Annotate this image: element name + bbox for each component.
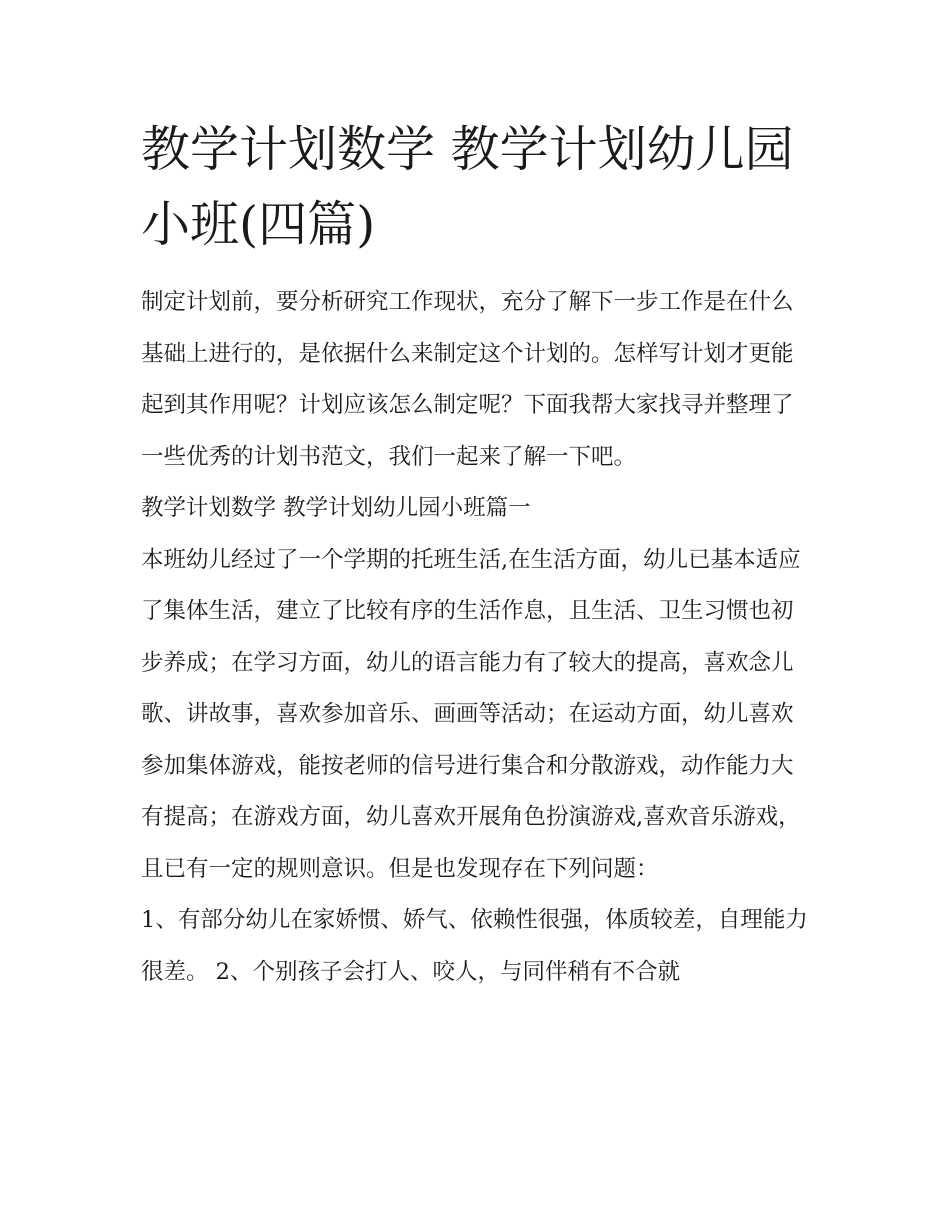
document-page — [141, 112, 813, 998]
problem-list-paragraph: 1、有部分幼儿在家娇惯、娇气、依赖性很强，体质较差，自理能力很差。 2、个别孩子会打人、咬人，与同伴稍有不合就 — [141, 907, 808, 985]
intro-paragraph: 制定计划前，要分析研究工作现状，充分了解下一步工作是在什么基础上进行的，是依据什么来制定这个计划的。怎样写计划才更能起到其作用呢？计划应该怎么制定呢？下面我帮大家找寻并整理了一些优秀的计划书范文，我们一起来了解一下吧。 — [141, 289, 794, 470]
body-paragraph: 本班幼儿经过了一个学期的托班生活,在生活方面，幼儿已基本适应了集体生活，建立了比较有序的生活作息，且生活、卫生习惯也初步养成；在学习方面，幼儿的语言能力有了较大的提高，喜欢念儿歌、讲故事，喜欢参加音乐、画画等活动；在运动方面，幼儿喜欢参加集体游戏，能按老师的信号进行集合和分散游戏，动作能力大有提高；在游戏方面，幼儿喜欢开展角色扮演游戏,喜欢音乐游戏，且已有一定的规则意识。但是也发现存在下列问题： — [141, 546, 801, 882]
document-title: 教学计划数学 教学计划幼儿园小班(四篇) — [141, 121, 794, 253]
section-heading: 教学计划数学 教学计划幼儿园小班篇一 — [141, 495, 531, 521]
